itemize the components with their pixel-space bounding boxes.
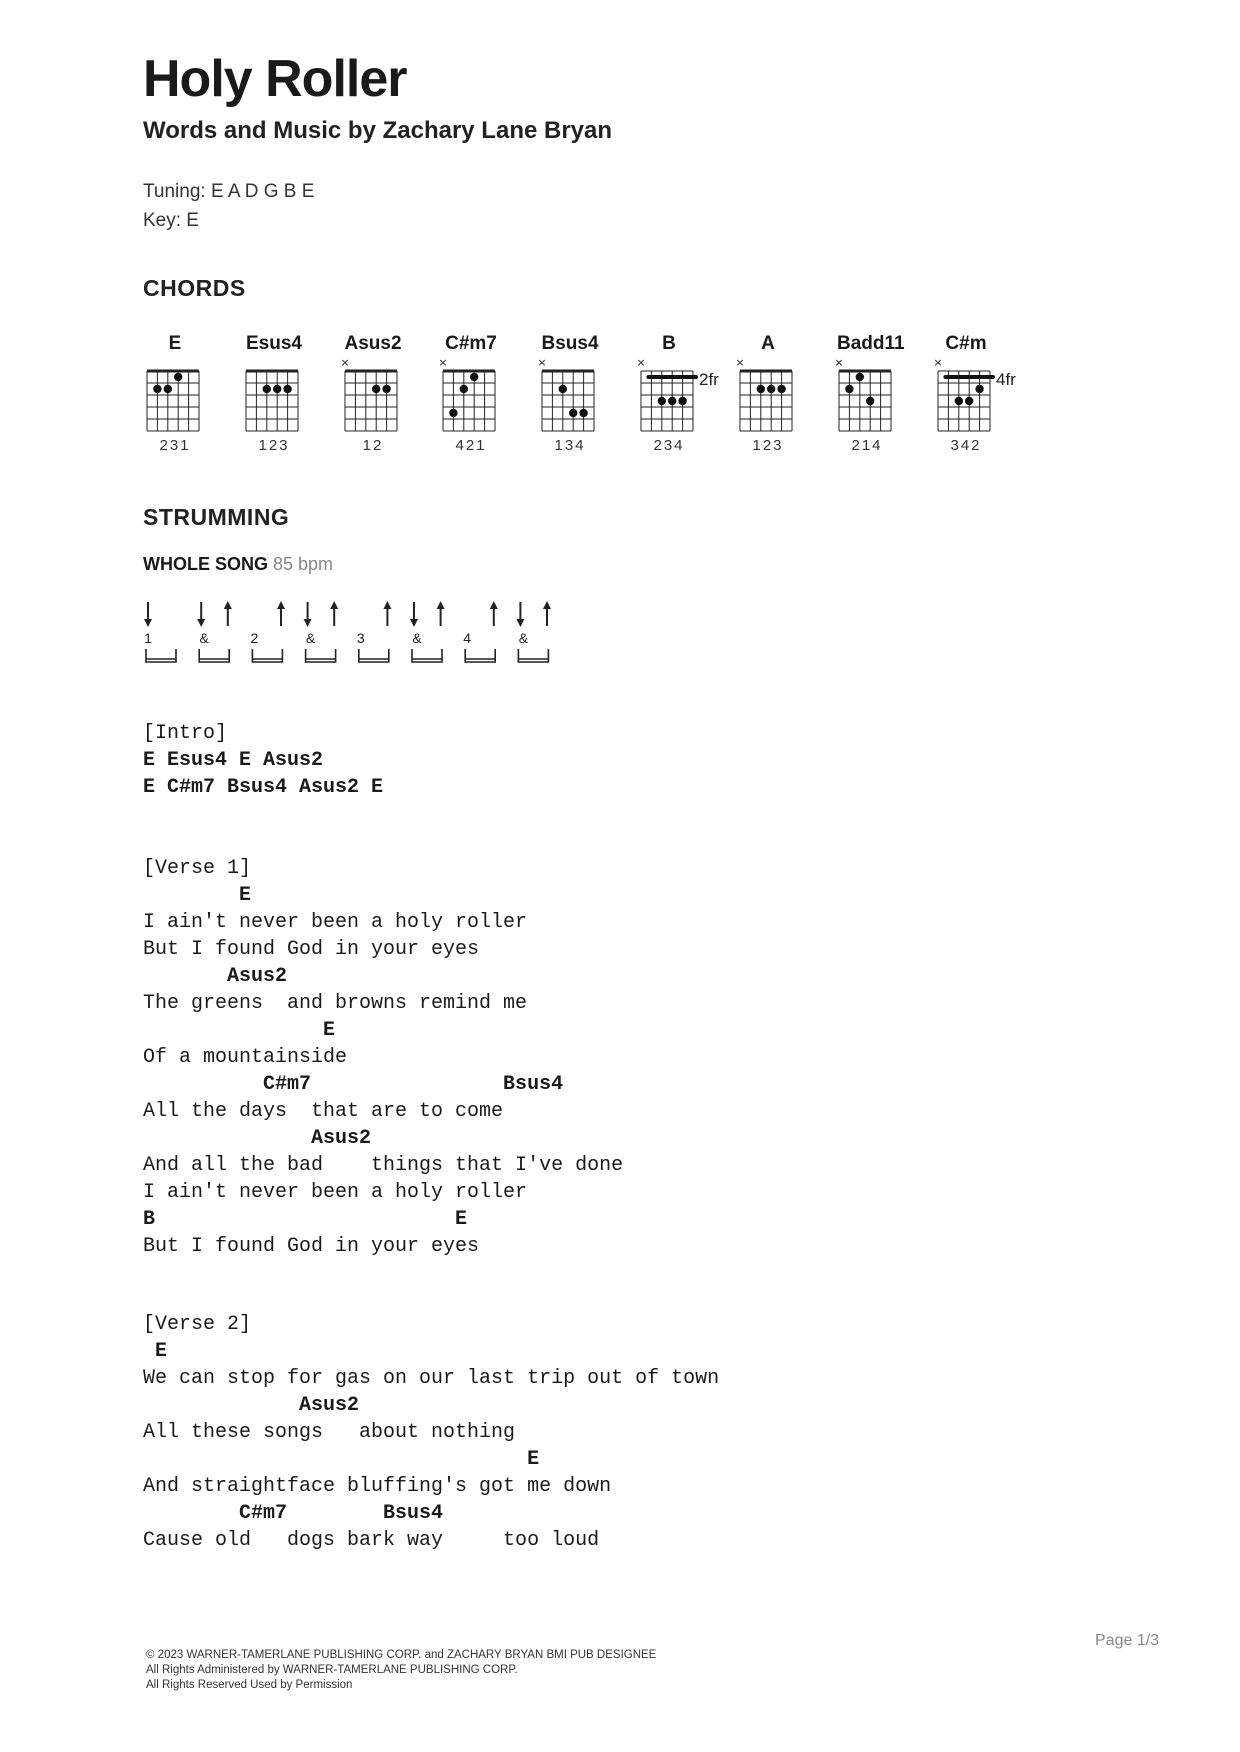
chord-fretboard	[537, 355, 600, 435]
song-title: Holy Roller	[143, 50, 407, 108]
strum-arrowhead	[144, 619, 152, 627]
chord-diagram	[537, 333, 650, 463]
finger-dot	[658, 397, 666, 405]
chord-diagram	[145, 333, 255, 463]
copyright-line: All Rights Reserved Used by Permission	[146, 1679, 353, 1691]
strum-arrowhead	[277, 601, 285, 609]
chord-name: Bsus4	[541, 333, 599, 354]
beam-bracket	[412, 649, 442, 662]
finger-dot	[845, 385, 853, 393]
finger-dot	[153, 385, 161, 393]
strumming-heading: STRUMMING	[143, 504, 290, 530]
section-label: [Verse 2]	[143, 1313, 252, 1336]
lyric-line: And straightface bluffing's got me down	[143, 1475, 612, 1498]
chord-fingering: 134	[554, 437, 586, 454]
chord-line: Asus2	[143, 965, 288, 988]
chord-diagram	[438, 333, 551, 463]
copyright-line: © 2023 WARNER-TAMERLANE PUBLISHING CORP. and ZACHARY BRYAN BMI PUB DESIGNEE	[146, 1649, 657, 1661]
finger-dot	[668, 397, 676, 405]
chord-fretboard	[933, 355, 996, 435]
finger-dot	[767, 385, 775, 393]
strum-section-label	[143, 554, 333, 575]
chord-name: Asus2	[344, 333, 402, 354]
tuning-info: Tuning: E A D G B E	[143, 181, 315, 202]
chords-heading: CHORDS	[143, 275, 246, 301]
section-label: [Verse 1]	[143, 857, 252, 880]
strum-count: 4	[463, 630, 472, 646]
chord-line: B E	[143, 1208, 468, 1231]
strum-count: 3	[356, 630, 365, 646]
finger-dot	[460, 385, 468, 393]
fret-position-label: 4fr	[996, 370, 1016, 389]
chord-diagram	[933, 333, 1046, 463]
chord-fingering: 234	[653, 437, 685, 454]
muted-string-mark: ×	[537, 356, 547, 369]
chord-fingering: 123	[258, 437, 290, 454]
finger-dot	[372, 385, 380, 393]
strum-arrowhead	[224, 601, 232, 609]
finger-dot	[777, 385, 785, 393]
song-section	[143, 720, 383, 801]
lyric-line: But I found God in your eyes	[143, 938, 480, 961]
strum-count: 1	[144, 630, 152, 646]
copyright-line: All Rights Administered by WARNER-TAMERLANE PUBLISHING CORP.	[146, 1664, 518, 1676]
strum-arrowhead	[197, 619, 205, 627]
lyric-line: Cause old dogs bark way too loud	[143, 1529, 600, 1552]
beam-bracket	[199, 649, 229, 662]
chord-name: C#m	[945, 333, 987, 354]
muted-string-mark: ×	[438, 356, 448, 369]
muted-string-mark: ×	[735, 356, 745, 369]
muted-string-mark: ×	[340, 356, 350, 369]
strum-count: 2	[250, 630, 259, 646]
lyric-line: All these songs about nothing	[143, 1421, 516, 1444]
muted-string-mark: ×	[636, 356, 646, 369]
chord-name: B	[662, 333, 676, 354]
muted-string-mark: ×	[834, 356, 844, 369]
chord-line: Asus2	[143, 1127, 372, 1150]
finger-dot	[164, 385, 172, 393]
beam-bracket	[359, 649, 389, 662]
strum-arrowhead	[383, 601, 391, 609]
chord-line: C#m7 Bsus4	[143, 1502, 444, 1525]
chord-fretboard	[145, 355, 205, 435]
strum-count: &	[518, 630, 529, 646]
strum-arrowhead	[304, 619, 312, 627]
strum-count: &	[412, 630, 422, 646]
chord-diagram	[636, 333, 749, 463]
chord-fingering: 231	[159, 437, 191, 454]
finger-dot	[955, 397, 963, 405]
lyric-line: Of a mountainside	[143, 1046, 348, 1069]
chord-line: E	[143, 1019, 336, 1042]
finger-dot	[757, 385, 765, 393]
chord-fingering: 12	[362, 437, 384, 454]
strum-arrowhead	[330, 601, 338, 609]
chord-name: E	[168, 333, 182, 354]
beam-bracket	[252, 649, 282, 662]
strum-count: &	[199, 630, 209, 646]
chord-fretboard	[834, 355, 897, 435]
song-section	[143, 1311, 719, 1554]
finger-dot	[975, 385, 983, 393]
chord-fretboard	[735, 355, 798, 435]
chord-name: C#m7	[445, 333, 497, 354]
finger-dot	[382, 385, 390, 393]
strum-arrowhead	[437, 601, 445, 609]
muted-string-mark: ×	[933, 356, 943, 369]
chord-diagram	[834, 333, 947, 463]
chord-line: C#m7 Bsus4	[143, 1073, 564, 1096]
fret-position-label: 2fr	[699, 370, 719, 389]
chord-line: E	[143, 1340, 168, 1363]
chord-line: E C#m7 Bsus4 Asus2 E	[143, 776, 384, 799]
section-label: [Intro]	[143, 722, 228, 745]
song-credits: Words and Music by Zachary Lane Bryan	[143, 117, 613, 144]
finger-dot	[263, 385, 271, 393]
lyric-line: I ain't never been a holy roller	[143, 1181, 528, 1204]
chord-line: Asus2	[143, 1394, 360, 1417]
chord-diagram	[735, 333, 848, 463]
song-section	[143, 855, 623, 1260]
chord-fingering: 421	[455, 437, 487, 454]
strum-arrowhead	[543, 601, 551, 609]
finger-dot	[579, 409, 587, 417]
lyric-line: All the days that are to come	[143, 1100, 504, 1123]
chord-fretboard	[636, 355, 699, 435]
chord-name: A	[761, 333, 775, 354]
strum-tempo: 85 bpm	[273, 554, 334, 574]
finger-dot	[856, 373, 864, 381]
finger-dot	[559, 385, 567, 393]
lyric-line: And all the bad things that I've done	[143, 1154, 624, 1177]
chord-line: E	[143, 884, 252, 907]
chord-fingering: 342	[950, 437, 982, 454]
strum-scope: WHOLE SONG	[143, 554, 268, 574]
finger-dot	[470, 373, 478, 381]
strum-count: &	[305, 630, 316, 646]
finger-dot	[449, 409, 457, 417]
beam-bracket	[306, 649, 336, 662]
beam-bracket	[146, 649, 176, 662]
lyric-line: We can stop for gas on our last trip out of town	[143, 1367, 720, 1390]
key-info: Key: E	[143, 210, 199, 231]
chord-diagram	[244, 333, 354, 463]
finger-dot	[569, 409, 577, 417]
chord-fingering: 123	[752, 437, 784, 454]
chord-fretboard	[438, 355, 501, 435]
chord-fretboard	[244, 355, 304, 435]
page-number: Page 1/3	[1095, 1632, 1160, 1649]
finger-dot	[174, 373, 182, 381]
finger-dot	[273, 385, 281, 393]
chord-diagram	[340, 333, 453, 463]
chord-fingering: 214	[851, 437, 883, 454]
lyric-line: I ain't never been a holy roller	[143, 911, 528, 934]
strum-arrowhead	[516, 619, 524, 627]
finger-dot	[283, 385, 291, 393]
beam-bracket	[518, 649, 548, 662]
chord-line: E	[143, 1448, 540, 1471]
strum-pattern	[138, 590, 578, 670]
lyric-line: But I found God in your eyes	[143, 1235, 480, 1258]
finger-dot	[866, 397, 874, 405]
strum-arrowhead	[490, 601, 498, 609]
finger-dot	[965, 397, 973, 405]
lyric-line: The greens and browns remind me	[143, 992, 528, 1015]
chord-line: E Esus4 E Asus2	[143, 749, 324, 772]
finger-dot	[678, 397, 686, 405]
chord-name: Esus4	[246, 333, 302, 354]
chord-fretboard	[340, 355, 403, 435]
strum-arrowhead	[410, 619, 418, 627]
chord-name: Badd11	[837, 333, 905, 354]
beam-bracket	[465, 649, 495, 662]
